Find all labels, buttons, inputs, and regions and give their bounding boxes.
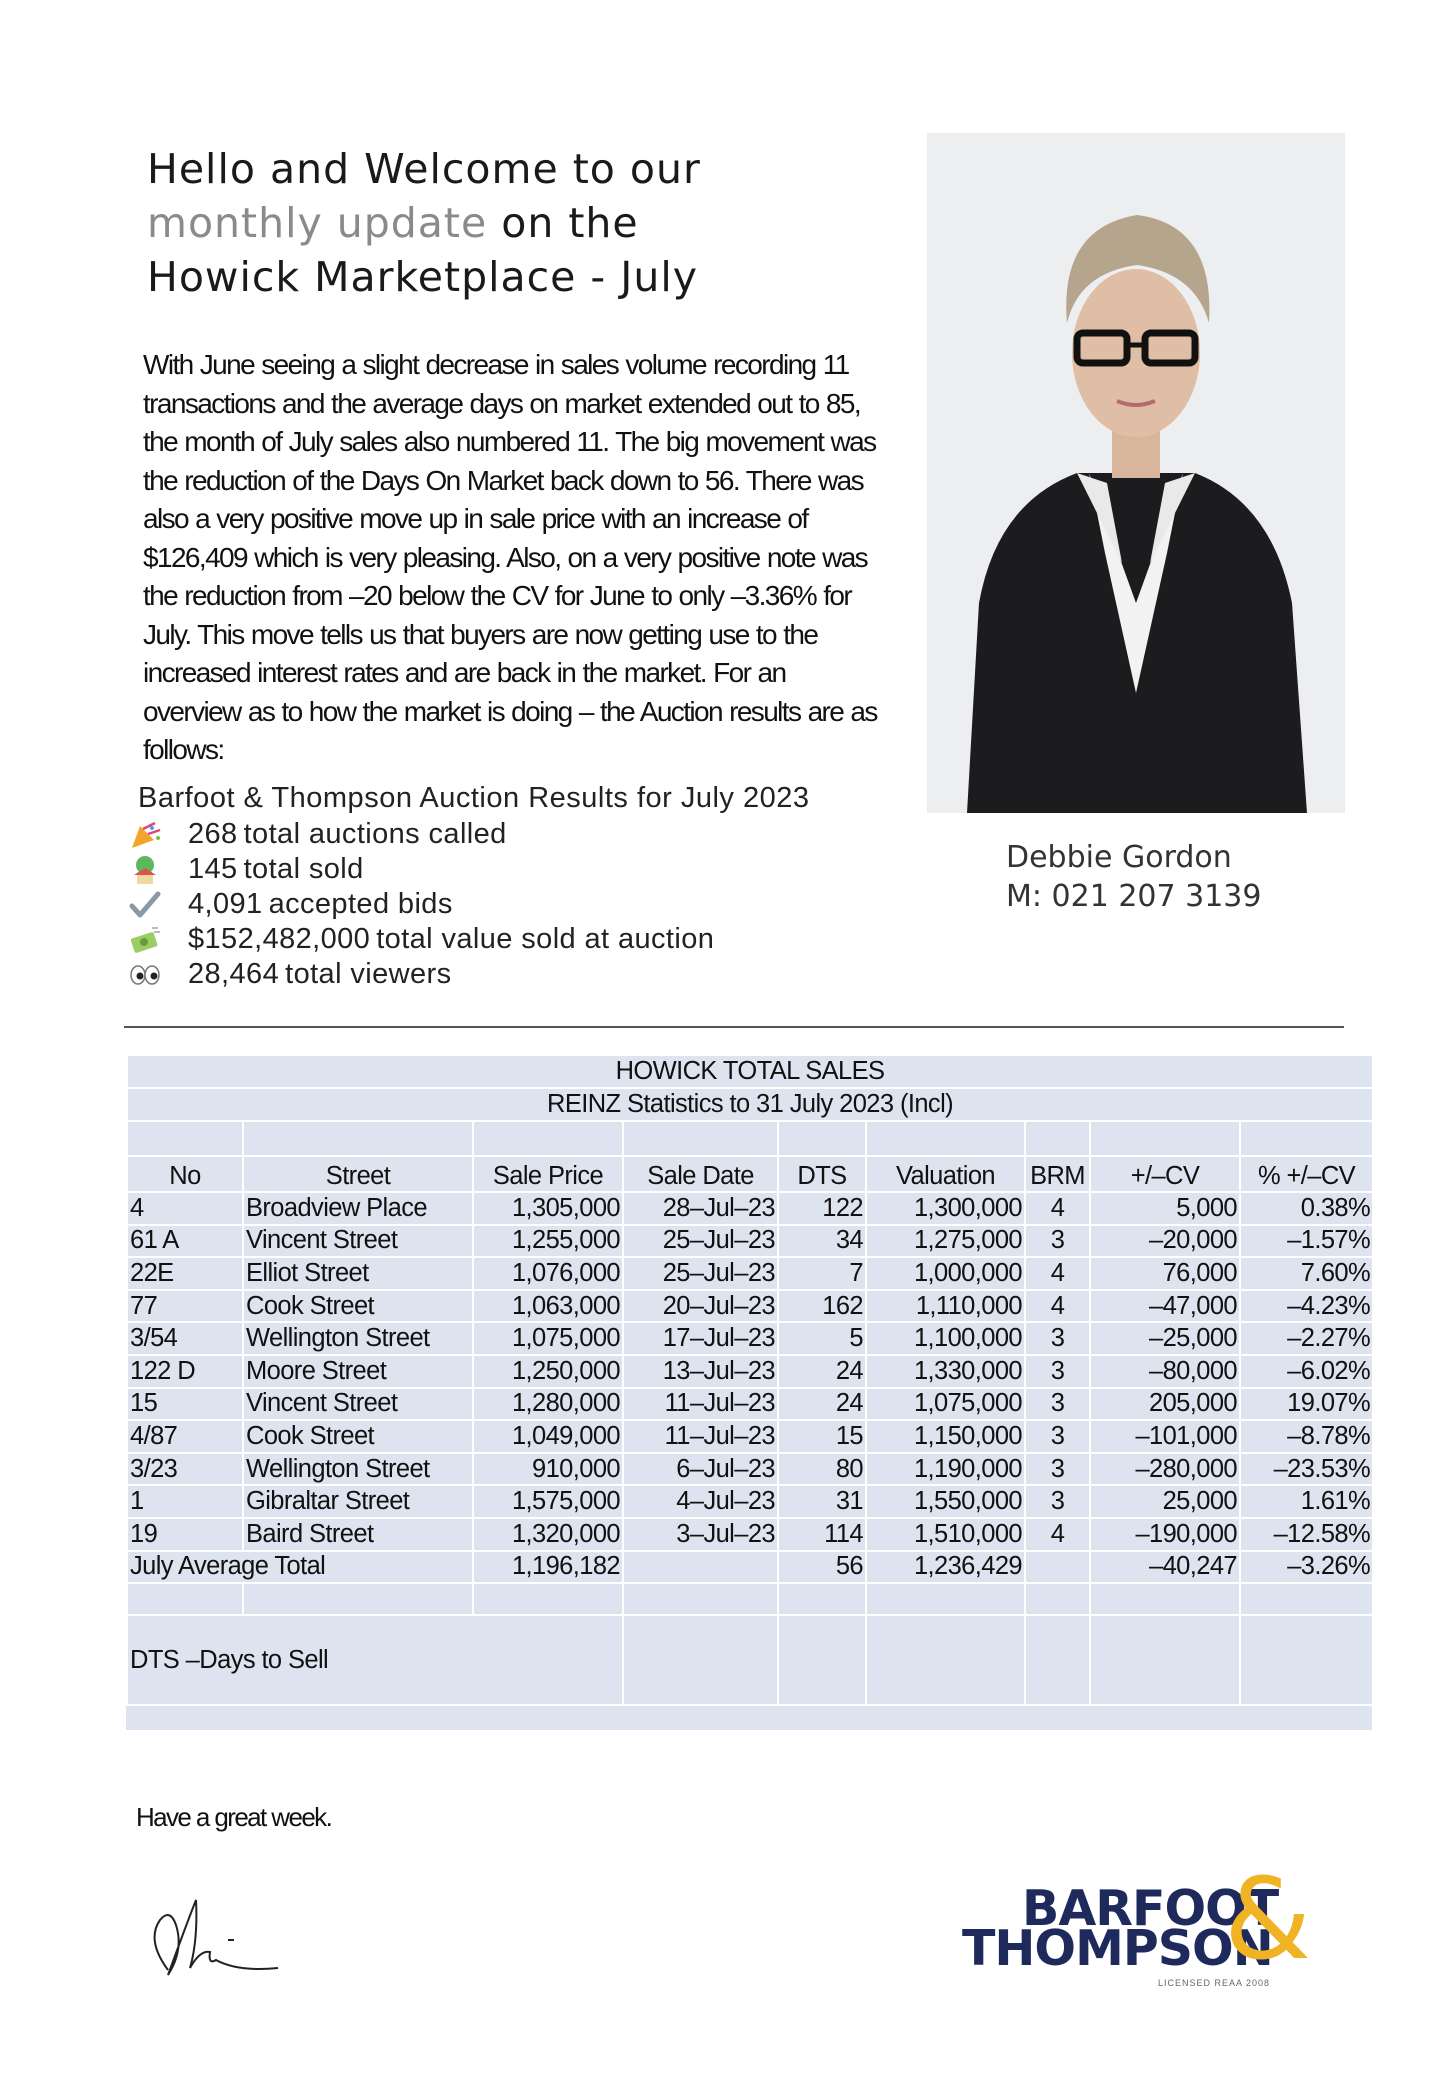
sale-price: 910,000: [473, 1453, 623, 1486]
agent-phone: M: 021 207 3139: [1006, 879, 1262, 914]
street-name: Moore Street: [243, 1355, 473, 1388]
cv-difference: –25,000: [1090, 1322, 1240, 1355]
section-divider: [124, 1026, 1344, 1028]
table-row: [127, 1192, 1373, 1225]
bedrooms: 3: [1025, 1388, 1090, 1421]
auction-stat-label: total auctions called: [243, 818, 507, 850]
auction-stat-auctions-called: [128, 817, 714, 852]
table-row: [127, 1485, 1373, 1518]
sale-price: 1,063,000: [473, 1290, 623, 1323]
days-to-sell: 24: [778, 1388, 866, 1421]
sale-price: 1,255,000: [473, 1225, 623, 1258]
bedrooms: 3: [1025, 1355, 1090, 1388]
sale-date: 11–Jul–23: [623, 1388, 778, 1421]
sale-date: 6–Jul–23: [623, 1453, 778, 1486]
headline-highlight: monthly update: [147, 199, 488, 247]
eyes-icon: [128, 957, 188, 992]
column-header: % +/–CV: [1240, 1156, 1373, 1192]
average-pct-cv: –3.26%: [1240, 1551, 1373, 1584]
unit-number: 22E: [127, 1257, 243, 1290]
sales-rows: [127, 1192, 1373, 1551]
sale-price: 1,076,000: [473, 1257, 623, 1290]
column-header: Valuation: [866, 1156, 1025, 1192]
bedrooms: 4: [1025, 1290, 1090, 1323]
unit-number: 1: [127, 1485, 243, 1518]
sale-price: 1,280,000: [473, 1388, 623, 1421]
unit-number: 3/54: [127, 1322, 243, 1355]
cv-percent: –12.58%: [1240, 1518, 1373, 1551]
column-header: No: [127, 1156, 243, 1192]
auction-stat-total-sold: [128, 852, 714, 887]
cv-percent: 7.60%: [1240, 1257, 1373, 1290]
bedrooms: 4: [1025, 1518, 1090, 1551]
average-sale-price: 1,196,182: [473, 1551, 623, 1584]
auction-stat-value: 28,464: [188, 958, 280, 990]
street-name: Gibraltar Street: [243, 1485, 473, 1518]
valuation: 1,075,000: [866, 1388, 1025, 1421]
street-name: Elliot Street: [243, 1257, 473, 1290]
dts-footnote: DTS –Days to Sell: [127, 1615, 623, 1705]
column-header: Sale Date: [623, 1156, 778, 1192]
column-header: BRM: [1025, 1156, 1090, 1192]
valuation: 1,000,000: [866, 1257, 1025, 1290]
cv-percent: –4.23%: [1240, 1290, 1373, 1323]
valuation: 1,100,000: [866, 1322, 1025, 1355]
sale-price: 1,575,000: [473, 1485, 623, 1518]
average-valuation: 1,236,429: [866, 1551, 1025, 1584]
sale-date: 11–Jul–23: [623, 1420, 778, 1453]
bedrooms: 3: [1025, 1322, 1090, 1355]
cv-percent: 1.61%: [1240, 1485, 1373, 1518]
cv-difference: 205,000: [1090, 1388, 1240, 1421]
average-dts: 56: [778, 1551, 866, 1584]
party-popper-icon: [128, 817, 188, 852]
auction-stat-label: total sold: [243, 853, 364, 885]
unit-number: 122 D: [127, 1355, 243, 1388]
cv-difference: –280,000: [1090, 1453, 1240, 1486]
street-name: Vincent Street: [243, 1388, 473, 1421]
valuation: 1,550,000: [866, 1485, 1025, 1518]
check-mark-icon: [128, 887, 188, 922]
unit-number: 15: [127, 1388, 243, 1421]
cv-percent: –2.27%: [1240, 1322, 1373, 1355]
table-row: [127, 1225, 1373, 1258]
column-header-row: [127, 1156, 1373, 1192]
agent-name: Debbie Gordon: [1006, 840, 1232, 875]
auction-stat-value: $152,482,000: [188, 923, 371, 955]
cv-difference: –190,000: [1090, 1518, 1240, 1551]
auction-stat-accepted-bids: [128, 887, 714, 922]
column-header: +/–CV: [1090, 1156, 1240, 1192]
bedrooms: 4: [1025, 1257, 1090, 1290]
closing-text: Have a great week.: [136, 1802, 332, 1832]
valuation: 1,300,000: [866, 1192, 1025, 1225]
footnote-row: [127, 1615, 1373, 1705]
agent-photo: [927, 133, 1345, 813]
street-name: Vincent Street: [243, 1225, 473, 1258]
table-row: [127, 1290, 1373, 1323]
sale-date: 20–Jul–23: [623, 1290, 778, 1323]
table-row: [127, 1453, 1373, 1486]
unit-number: 61 A: [127, 1225, 243, 1258]
bedrooms: 4: [1025, 1192, 1090, 1225]
cv-difference: –101,000: [1090, 1420, 1240, 1453]
valuation: 1,150,000: [866, 1420, 1025, 1453]
days-to-sell: 114: [778, 1518, 866, 1551]
sale-date: 17–Jul–23: [623, 1322, 778, 1355]
days-to-sell: 122: [778, 1192, 866, 1225]
barfoot-thompson-logo: BARFOOT THOMPSON & LICENSED REAA 2008: [962, 1855, 1312, 1988]
cv-percent: 19.07%: [1240, 1388, 1373, 1421]
sales-table-title: HOWICK TOTAL SALES: [127, 1055, 1373, 1088]
auction-stat-total-viewers: [128, 957, 714, 992]
bedrooms: 3: [1025, 1453, 1090, 1486]
auction-stat-value: 4,091: [188, 888, 263, 920]
valuation: 1,110,000: [866, 1290, 1025, 1323]
valuation: 1,330,000: [866, 1355, 1025, 1388]
sale-date: 4–Jul–23: [623, 1485, 778, 1518]
cv-difference: 76,000: [1090, 1257, 1240, 1290]
average-cv: –40,247: [1090, 1551, 1240, 1584]
column-header: Street: [243, 1156, 473, 1192]
cv-percent: 0.38%: [1240, 1192, 1373, 1225]
bedrooms: 3: [1025, 1225, 1090, 1258]
table-row: [127, 1322, 1373, 1355]
unit-number: 4/87: [127, 1420, 243, 1453]
auction-stat-label: total value sold at auction: [376, 923, 715, 955]
headline-line-2: on the: [487, 199, 639, 247]
headline-line-1: Hello and Welcome to our: [147, 145, 701, 193]
street-name: Cook Street: [243, 1290, 473, 1323]
bedrooms: 3: [1025, 1420, 1090, 1453]
sale-price: 1,049,000: [473, 1420, 623, 1453]
cv-percent: –6.02%: [1240, 1355, 1373, 1388]
auction-stat-value: 268: [188, 818, 238, 850]
table-row: [127, 1388, 1373, 1421]
days-to-sell: 5: [778, 1322, 866, 1355]
sale-date: 28–Jul–23: [623, 1192, 778, 1225]
cv-difference: 5,000: [1090, 1192, 1240, 1225]
house-icon: [128, 852, 188, 887]
sale-price: 1,305,000: [473, 1192, 623, 1225]
cv-difference: –47,000: [1090, 1290, 1240, 1323]
days-to-sell: 7: [778, 1257, 866, 1290]
street-name: Broadview Place: [243, 1192, 473, 1225]
sales-table-panel: [126, 1054, 1372, 1730]
days-to-sell: 162: [778, 1290, 866, 1323]
cv-difference: 25,000: [1090, 1485, 1240, 1518]
street-name: Wellington Street: [243, 1322, 473, 1355]
days-to-sell: 34: [778, 1225, 866, 1258]
table-row: [127, 1355, 1373, 1388]
unit-number: 19: [127, 1518, 243, 1551]
valuation: 1,510,000: [866, 1518, 1025, 1551]
valuation: 1,190,000: [866, 1453, 1025, 1486]
headline-line-3: Howick Marketplace - July: [147, 253, 698, 301]
column-header: DTS: [778, 1156, 866, 1192]
sale-price: 1,075,000: [473, 1322, 623, 1355]
signature: [138, 1880, 298, 1990]
street-name: Baird Street: [243, 1518, 473, 1551]
sale-date: 25–Jul–23: [623, 1257, 778, 1290]
unit-number: 77: [127, 1290, 243, 1323]
cv-difference: –80,000: [1090, 1355, 1240, 1388]
unit-number: 4: [127, 1192, 243, 1225]
street-name: Cook Street: [243, 1420, 473, 1453]
table-row: [127, 1420, 1373, 1453]
money-icon: [128, 922, 188, 957]
auction-results-list: [128, 817, 714, 992]
spacer-row: [127, 1121, 1373, 1156]
sale-price: 1,250,000: [473, 1355, 623, 1388]
sale-date: 3–Jul–23: [623, 1518, 778, 1551]
street-name: Wellington Street: [243, 1453, 473, 1486]
days-to-sell: 15: [778, 1420, 866, 1453]
auction-stat-value: 145: [188, 853, 238, 885]
column-header: Sale Price: [473, 1156, 623, 1192]
average-total-label: July Average Total: [127, 1551, 473, 1584]
cv-percent: –8.78%: [1240, 1420, 1373, 1453]
days-to-sell: 24: [778, 1355, 866, 1388]
days-to-sell: 31: [778, 1485, 866, 1518]
cv-percent: –23.53%: [1240, 1453, 1373, 1486]
intro-paragraph: With June seeing a slight decrease in sales volume recording 11 transactions and the average days on market extended out to 85, the month of July sales also numbered 11. The big movement was the reduction of the Days On Market back down to 56. There was also a very positive move up in sale price with an increase of $126,409 which is very pleasing. Also, on a very positive note was the reduction from –20 below the CV for June to only –3.36% for July. This move tells us that buyers are now getting use to the increased interest rates and are back in the market. For an overview as to how the market is doing – the Auction results are as follows:: [143, 349, 877, 765]
cv-percent: –1.57%: [1240, 1225, 1373, 1258]
headline: [147, 142, 787, 304]
auction-stat-total-value: [128, 922, 714, 957]
sales-table: [126, 1054, 1374, 1706]
cv-difference: –20,000: [1090, 1225, 1240, 1258]
unit-number: 3/23: [127, 1453, 243, 1486]
sale-date: 25–Jul–23: [623, 1225, 778, 1258]
average-total-row: [127, 1551, 1373, 1584]
sale-price: 1,320,000: [473, 1518, 623, 1551]
table-row: [127, 1518, 1373, 1551]
sales-table-subtitle: REINZ Statistics to 31 July 2023 (Incl): [127, 1088, 1373, 1121]
spacer-row: [127, 1583, 1373, 1615]
bedrooms: 3: [1025, 1485, 1090, 1518]
table-row: [127, 1257, 1373, 1290]
auction-results-title: Barfoot & Thompson Auction Results for July 2023: [138, 782, 810, 814]
sale-date: 13–Jul–23: [623, 1355, 778, 1388]
auction-stat-label: total viewers: [285, 958, 452, 990]
auction-stat-label: accepted bids: [268, 888, 453, 920]
valuation: 1,275,000: [866, 1225, 1025, 1258]
days-to-sell: 80: [778, 1453, 866, 1486]
